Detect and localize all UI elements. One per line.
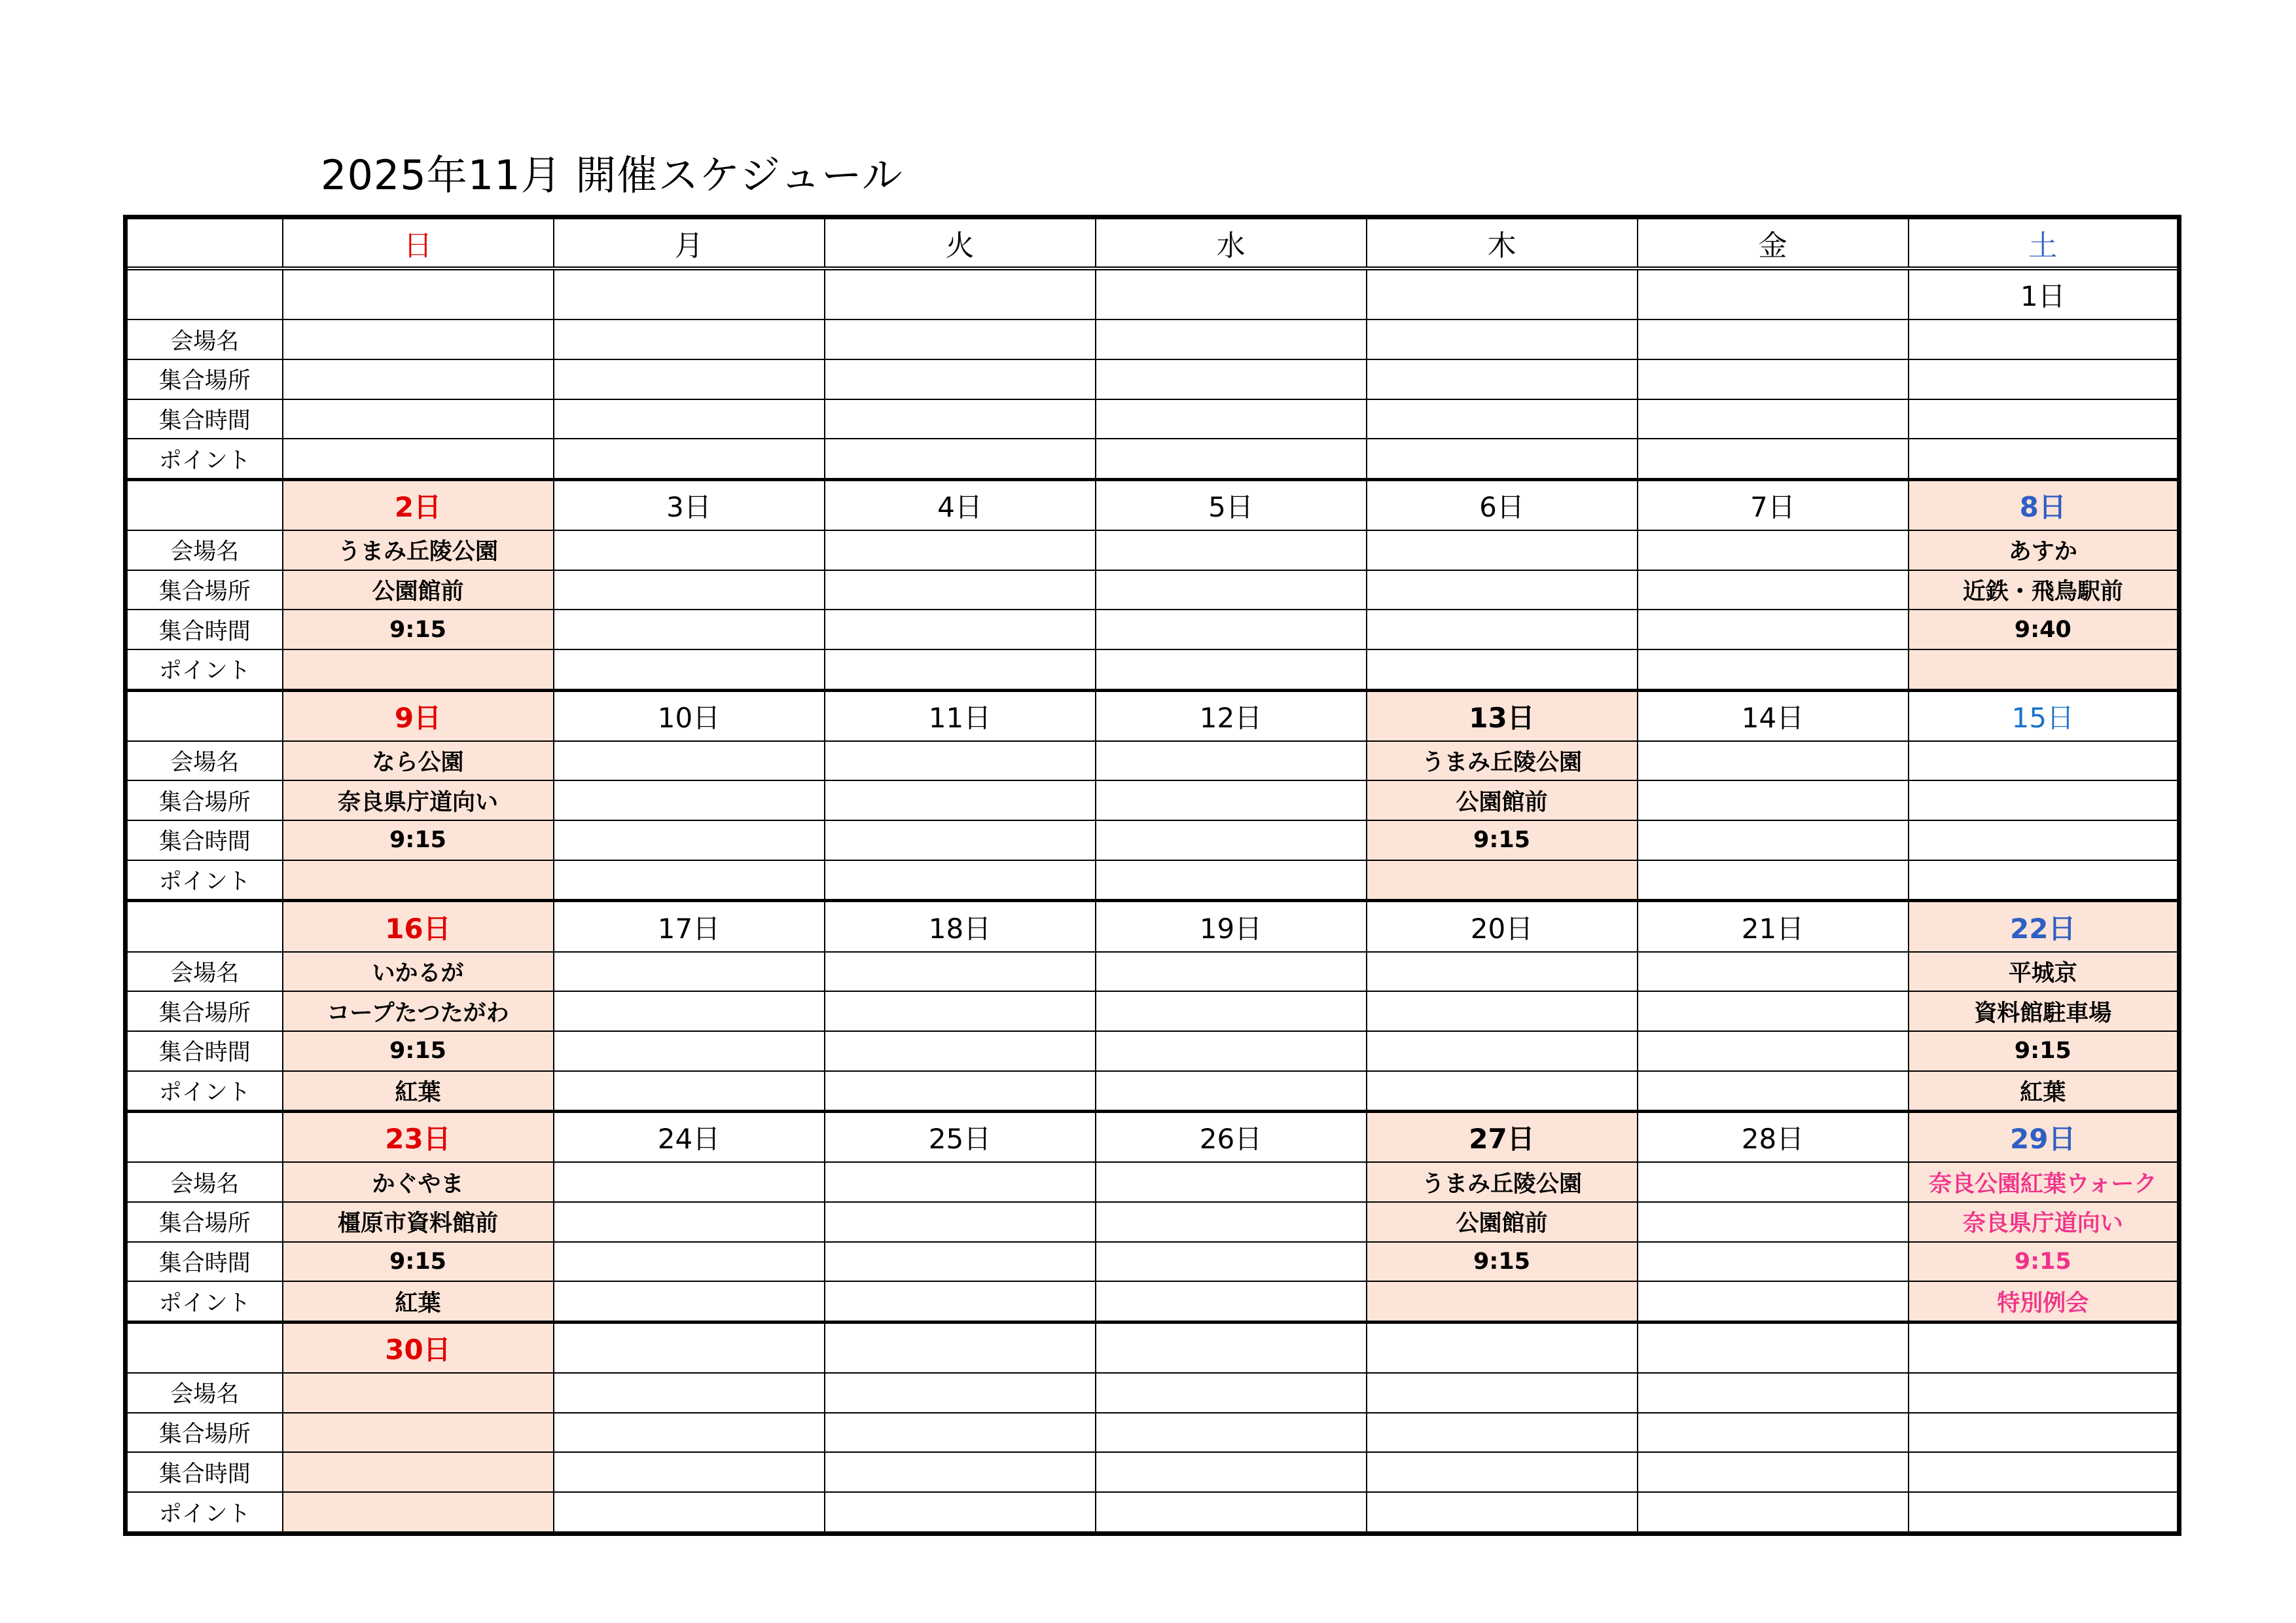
event-cell: 9:15 <box>1367 1242 1638 1282</box>
event-cell: なら公園 <box>283 741 554 781</box>
row-label: ポイント <box>126 860 283 901</box>
event-cell <box>1096 439 1367 479</box>
row-label: 会場名 <box>126 952 283 992</box>
event-cell <box>1909 649 2179 690</box>
event-cell <box>1096 1071 1367 1112</box>
date-row-label <box>126 1112 283 1163</box>
week-2-info-row <box>126 570 2179 610</box>
weekday-wednesday: 水 <box>1096 217 1367 269</box>
event-cell <box>283 399 554 439</box>
event-cell: うまみ丘陵公園 <box>1367 1162 1638 1202</box>
event-cell <box>1096 860 1367 901</box>
event-cell <box>554 820 825 860</box>
event-cell <box>1638 1373 1909 1413</box>
week-3-info-row <box>126 780 2179 820</box>
event-cell <box>554 1031 825 1071</box>
event-cell <box>554 1492 825 1533</box>
event-cell: 9:15 <box>1909 1242 2179 1282</box>
event-cell <box>1638 1413 1909 1453</box>
event-cell <box>1638 1242 1909 1282</box>
event-cell <box>554 1242 825 1282</box>
date-row-label <box>126 690 283 741</box>
row-label: 会場名 <box>126 319 283 359</box>
event-cell <box>1638 1492 1909 1533</box>
event-cell <box>1638 359 1909 399</box>
date-cell-mon <box>554 268 825 319</box>
row-label: 集合場所 <box>126 780 283 820</box>
event-cell <box>1638 1202 1909 1242</box>
event-cell <box>1367 610 1638 649</box>
event-cell <box>1909 1452 2179 1492</box>
row-label: ポイント <box>126 649 283 690</box>
event-cell <box>554 1373 825 1413</box>
event-cell <box>1096 530 1367 570</box>
event-cell <box>1638 952 1909 992</box>
event-cell <box>1096 1492 1367 1533</box>
event-cell: 9:15 <box>283 610 554 649</box>
event-cell <box>1096 610 1367 649</box>
event-cell <box>554 359 825 399</box>
week-4-info-row <box>126 1031 2179 1071</box>
event-cell: 橿原市資料館前 <box>283 1202 554 1242</box>
date-cell-sun: 23日 <box>283 1112 554 1163</box>
event-cell <box>825 1281 1096 1322</box>
event-cell <box>1367 530 1638 570</box>
event-cell <box>825 530 1096 570</box>
event-cell <box>1096 359 1367 399</box>
event-cell: 9:15 <box>283 820 554 860</box>
week-4-date-row <box>126 901 2179 952</box>
event-cell <box>825 1492 1096 1533</box>
row-label: ポイント <box>126 1281 283 1322</box>
date-cell-sat <box>1909 1322 2179 1373</box>
event-cell <box>1096 952 1367 992</box>
event-cell <box>554 649 825 690</box>
weekday-tuesday: 火 <box>825 217 1096 269</box>
header-corner <box>126 217 283 269</box>
date-cell-mon: 17日 <box>554 901 825 952</box>
event-cell: かぐやま <box>283 1162 554 1202</box>
date-cell-fri: 14日 <box>1638 690 1909 741</box>
event-cell <box>825 610 1096 649</box>
event-cell <box>1638 991 1909 1031</box>
row-label: 会場名 <box>126 1162 283 1202</box>
date-cell-thu: 6日 <box>1367 479 1638 530</box>
date-cell-fri: 21日 <box>1638 901 1909 952</box>
event-cell <box>1638 649 1909 690</box>
event-cell <box>1638 399 1909 439</box>
row-label: 集合時間 <box>126 610 283 649</box>
event-cell <box>1367 952 1638 992</box>
date-cell-tue: 11日 <box>825 690 1096 741</box>
date-cell-tue <box>825 268 1096 319</box>
week-6-info-row <box>126 1452 2179 1492</box>
event-cell <box>283 1492 554 1533</box>
week-1-info-row <box>126 439 2179 479</box>
weekday-saturday: 土 <box>1909 217 2179 269</box>
event-cell <box>1096 399 1367 439</box>
event-cell <box>554 952 825 992</box>
event-cell <box>1367 1071 1638 1112</box>
date-cell-wed: 19日 <box>1096 901 1367 952</box>
event-cell <box>825 1242 1096 1282</box>
event-cell <box>825 1031 1096 1071</box>
event-cell: 9:15 <box>1367 820 1638 860</box>
event-cell <box>1367 1281 1638 1322</box>
event-cell <box>1096 1452 1367 1492</box>
week-3-date-row <box>126 690 2179 741</box>
date-cell-mon <box>554 1322 825 1373</box>
event-cell: 公園館前 <box>1367 780 1638 820</box>
week-5-info-row <box>126 1162 2179 1202</box>
event-cell <box>1096 991 1367 1031</box>
row-label: 集合場所 <box>126 1202 283 1242</box>
row-label: 集合場所 <box>126 570 283 610</box>
event-cell <box>1367 1373 1638 1413</box>
event-cell <box>554 570 825 610</box>
week-2-info-row <box>126 530 2179 570</box>
date-cell-mon: 10日 <box>554 690 825 741</box>
week-1-info-row <box>126 359 2179 399</box>
event-cell <box>283 1413 554 1453</box>
event-cell <box>283 1373 554 1413</box>
week-5-info-row <box>126 1202 2179 1242</box>
event-cell <box>554 1202 825 1242</box>
date-cell-sat: 8日 <box>1909 479 2179 530</box>
event-cell <box>1096 1373 1367 1413</box>
event-cell <box>825 359 1096 399</box>
event-cell: 9:15 <box>1909 1031 2179 1071</box>
event-cell: 公園館前 <box>283 570 554 610</box>
event-cell <box>554 530 825 570</box>
date-cell-sat: 29日 <box>1909 1112 2179 1163</box>
event-cell <box>1638 780 1909 820</box>
event-cell <box>1367 319 1638 359</box>
row-label: 会場名 <box>126 741 283 781</box>
event-cell <box>825 439 1096 479</box>
week-4-info-row <box>126 1071 2179 1112</box>
event-cell <box>554 1162 825 1202</box>
event-cell: 公園館前 <box>1367 1202 1638 1242</box>
event-cell <box>554 780 825 820</box>
event-cell <box>554 1281 825 1322</box>
date-cell-thu: 20日 <box>1367 901 1638 952</box>
date-row-label <box>126 268 283 319</box>
event-cell <box>283 359 554 399</box>
event-cell <box>1367 439 1638 479</box>
event-cell <box>1096 1162 1367 1202</box>
date-cell-sun: 2日 <box>283 479 554 530</box>
event-cell <box>283 439 554 479</box>
week-6-info-row <box>126 1492 2179 1533</box>
event-cell: 特別例会 <box>1909 1281 2179 1322</box>
row-label: ポイント <box>126 439 283 479</box>
event-cell <box>554 1071 825 1112</box>
weekday-monday: 月 <box>554 217 825 269</box>
date-cell-thu <box>1367 268 1638 319</box>
event-cell: 9:40 <box>1909 610 2179 649</box>
event-cell <box>554 1413 825 1453</box>
date-row-label <box>126 1322 283 1373</box>
event-cell: 9:15 <box>283 1242 554 1282</box>
date-cell-mon: 3日 <box>554 479 825 530</box>
event-cell: 平城京 <box>1909 952 2179 992</box>
event-cell <box>1096 1242 1367 1282</box>
date-row-label <box>126 479 283 530</box>
event-cell <box>554 399 825 439</box>
event-cell <box>1367 1031 1638 1071</box>
row-label: 会場名 <box>126 530 283 570</box>
event-cell <box>1638 860 1909 901</box>
event-cell <box>825 1071 1096 1112</box>
event-cell: コープたつたがわ <box>283 991 554 1031</box>
event-cell <box>1096 780 1367 820</box>
event-cell <box>1367 359 1638 399</box>
event-cell <box>1367 570 1638 610</box>
event-cell: あすか <box>1909 530 2179 570</box>
date-cell-thu: 27日 <box>1367 1112 1638 1163</box>
event-cell <box>825 570 1096 610</box>
event-cell <box>283 860 554 901</box>
event-cell <box>554 610 825 649</box>
event-cell <box>1367 860 1638 901</box>
event-cell <box>554 439 825 479</box>
event-cell <box>283 649 554 690</box>
row-label: 会場名 <box>126 1373 283 1413</box>
week-4-info-row <box>126 952 2179 992</box>
event-cell <box>1096 820 1367 860</box>
event-cell: 紅葉 <box>1909 1071 2179 1112</box>
event-cell <box>283 319 554 359</box>
date-cell-sun: 9日 <box>283 690 554 741</box>
event-cell <box>1096 1031 1367 1071</box>
row-label: 集合時間 <box>126 1452 283 1492</box>
week-2-date-row <box>126 479 2179 530</box>
event-cell: 奈良県庁道向い <box>283 780 554 820</box>
row-label: 集合時間 <box>126 399 283 439</box>
event-cell <box>825 1452 1096 1492</box>
date-cell-wed <box>1096 1322 1367 1373</box>
row-label: 集合時間 <box>126 820 283 860</box>
event-cell <box>1638 1162 1909 1202</box>
event-cell <box>1638 439 1909 479</box>
week-3-info-row <box>126 741 2179 781</box>
event-cell <box>1909 319 2179 359</box>
event-cell <box>554 1452 825 1492</box>
week-5-info-row <box>126 1281 2179 1322</box>
weekday-sunday: 日 <box>283 217 554 269</box>
event-cell <box>554 319 825 359</box>
event-cell <box>1638 610 1909 649</box>
event-cell <box>1909 1492 2179 1533</box>
date-cell-sat: 22日 <box>1909 901 2179 952</box>
week-2-info-row <box>126 610 2179 649</box>
event-cell <box>825 649 1096 690</box>
page-title: 2025年11月 開催スケジュール <box>321 151 903 199</box>
event-cell <box>1909 439 2179 479</box>
date-cell-fri: 28日 <box>1638 1112 1909 1163</box>
event-cell <box>825 1162 1096 1202</box>
event-cell <box>1096 741 1367 781</box>
event-cell <box>1909 860 2179 901</box>
week-1-info-row <box>126 399 2179 439</box>
event-cell <box>554 991 825 1031</box>
week-1-info-row <box>126 319 2179 359</box>
date-cell-sat: 1日 <box>1909 268 2179 319</box>
event-cell <box>1638 1031 1909 1071</box>
event-cell: うまみ丘陵公園 <box>1367 741 1638 781</box>
event-cell <box>1909 1413 2179 1453</box>
event-cell <box>1638 741 1909 781</box>
event-cell: 資料館駐車場 <box>1909 991 2179 1031</box>
date-row-label <box>126 901 283 952</box>
event-cell <box>825 399 1096 439</box>
event-cell <box>1909 1373 2179 1413</box>
row-label: ポイント <box>126 1071 283 1112</box>
event-cell <box>1367 1413 1638 1453</box>
date-cell-sun: 30日 <box>283 1322 554 1373</box>
event-cell <box>825 1373 1096 1413</box>
event-cell <box>825 952 1096 992</box>
event-cell <box>1096 649 1367 690</box>
event-cell <box>825 1202 1096 1242</box>
date-cell-wed: 5日 <box>1096 479 1367 530</box>
week-1-date-row <box>126 268 2179 319</box>
row-label: 集合場所 <box>126 991 283 1031</box>
event-cell: 紅葉 <box>283 1281 554 1322</box>
event-cell: 奈良公園紅葉ウォーク <box>1909 1162 2179 1202</box>
date-cell-thu: 13日 <box>1367 690 1638 741</box>
event-cell: 9:15 <box>283 1031 554 1071</box>
date-cell-fri: 7日 <box>1638 479 1909 530</box>
date-cell-sun <box>283 268 554 319</box>
event-cell <box>1909 820 2179 860</box>
weekday-friday: 金 <box>1638 217 1909 269</box>
event-cell <box>1909 399 2179 439</box>
event-cell: いかるが <box>283 952 554 992</box>
weekday-header-row <box>126 217 2179 269</box>
event-cell: 紅葉 <box>283 1071 554 1112</box>
row-label: 集合時間 <box>126 1242 283 1282</box>
date-cell-sun: 16日 <box>283 901 554 952</box>
row-label: 集合場所 <box>126 1413 283 1453</box>
event-cell <box>1909 359 2179 399</box>
event-cell <box>1638 1071 1909 1112</box>
week-6-info-row <box>126 1373 2179 1413</box>
event-cell <box>1638 570 1909 610</box>
event-cell <box>825 1413 1096 1453</box>
event-cell: 奈良県庁道向い <box>1909 1202 2179 1242</box>
date-cell-thu <box>1367 1322 1638 1373</box>
date-cell-sat: 15日 <box>1909 690 2179 741</box>
event-cell <box>825 820 1096 860</box>
event-cell <box>825 991 1096 1031</box>
event-cell <box>825 319 1096 359</box>
row-label: ポイント <box>126 1492 283 1533</box>
row-label: 集合時間 <box>126 1031 283 1071</box>
event-cell: うまみ丘陵公園 <box>283 530 554 570</box>
date-cell-wed: 12日 <box>1096 690 1367 741</box>
date-cell-tue: 25日 <box>825 1112 1096 1163</box>
event-cell <box>1638 530 1909 570</box>
event-cell <box>1096 1202 1367 1242</box>
event-cell <box>554 860 825 901</box>
event-cell <box>283 1452 554 1492</box>
event-cell <box>1367 649 1638 690</box>
event-cell <box>1096 570 1367 610</box>
week-6-date-row <box>126 1322 2179 1373</box>
event-cell: 近鉄・飛鳥駅前 <box>1909 570 2179 610</box>
weekday-thursday: 木 <box>1367 217 1638 269</box>
event-cell <box>1638 319 1909 359</box>
date-cell-tue: 4日 <box>825 479 1096 530</box>
date-cell-wed <box>1096 268 1367 319</box>
event-cell <box>1367 991 1638 1031</box>
date-cell-tue: 18日 <box>825 901 1096 952</box>
row-label: 集合場所 <box>126 359 283 399</box>
week-6-info-row <box>126 1413 2179 1453</box>
event-cell <box>554 741 825 781</box>
event-cell <box>1367 1452 1638 1492</box>
week-5-date-row <box>126 1112 2179 1163</box>
event-cell <box>1638 820 1909 860</box>
event-cell <box>825 741 1096 781</box>
event-cell <box>1096 319 1367 359</box>
date-cell-fri <box>1638 1322 1909 1373</box>
event-cell <box>825 780 1096 820</box>
date-cell-tue <box>825 1322 1096 1373</box>
event-cell <box>825 860 1096 901</box>
week-2-info-row <box>126 649 2179 690</box>
event-cell <box>1638 1452 1909 1492</box>
week-5-info-row <box>126 1242 2179 1282</box>
week-3-info-row <box>126 860 2179 901</box>
date-cell-fri <box>1638 268 1909 319</box>
event-cell <box>1096 1281 1367 1322</box>
date-cell-wed: 26日 <box>1096 1112 1367 1163</box>
week-3-info-row <box>126 820 2179 860</box>
event-cell <box>1909 780 2179 820</box>
event-cell <box>1367 399 1638 439</box>
event-cell <box>1367 1492 1638 1533</box>
date-cell-mon: 24日 <box>554 1112 825 1163</box>
event-cell <box>1909 741 2179 781</box>
schedule-calendar <box>123 215 2181 1536</box>
week-4-info-row <box>126 991 2179 1031</box>
event-cell <box>1638 1281 1909 1322</box>
event-cell <box>1096 1413 1367 1453</box>
